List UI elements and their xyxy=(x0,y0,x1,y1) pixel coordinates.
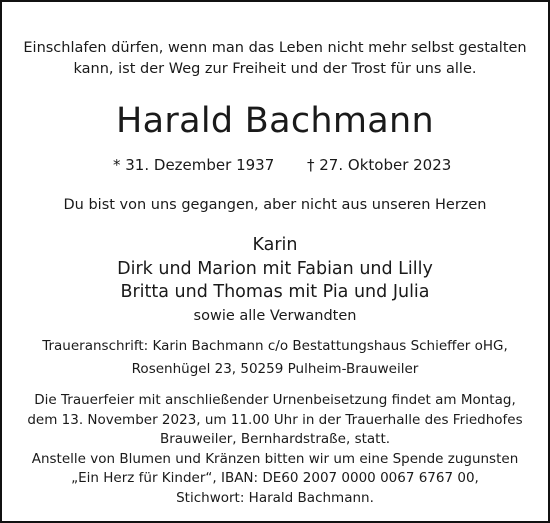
mourner-line: Dirk und Marion mit Fabian und Lilly xyxy=(117,258,433,279)
deceased-name: Harald Bachmann xyxy=(116,101,434,141)
address-line: Rosenhügel 23, 50259 Pulheim-Brauweiler xyxy=(131,361,419,377)
mourner-line: Karin xyxy=(252,235,298,255)
birth-date: * 31. Dezember 1937 xyxy=(113,156,275,174)
motto-line: kann, ist der Weg zur Freiheit und der Trost für uns alle. xyxy=(73,61,477,77)
farewell-text: Du bist von uns gegangen, aber nicht aus unseren Herzen xyxy=(63,197,487,213)
mourning-address xyxy=(2,335,548,381)
motto-quote xyxy=(2,38,548,80)
death-date: † 27. Oktober 2023 xyxy=(307,156,452,174)
service-line: dem 13. November 2023, um 11.00 Uhr in der Trauerhalle des Friedhofes xyxy=(27,411,523,428)
mourner-line: Britta und Thomas mit Pia und Julia xyxy=(120,282,430,302)
donation-line: Anstelle von Blumen und Kränzen bitten wir um eine Spende zugunsten xyxy=(31,450,519,467)
address-line: Traueranschrift: Karin Bachmann c/o Bestattungshaus Schieffer oHG, xyxy=(42,338,508,354)
service-line: Brauweiler, Bernhardstraße, statt. xyxy=(159,431,391,448)
service-line: Die Trauerfeier mit anschließender Urnenbeisetzung findet am Montag, xyxy=(34,392,516,408)
donation-line: Stichwort: Harald Bachmann. xyxy=(176,489,374,506)
motto-line: Einschlafen dürfen, wenn man das Leben nicht mehr selbst gestalten xyxy=(23,40,527,56)
funeral-service-info xyxy=(2,391,548,509)
mourners-list xyxy=(2,234,548,328)
donation-line: „Ein Herz für Kinder“, IBAN: DE60 2007 0000 0067 6767 00, xyxy=(71,470,479,487)
other-relatives: sowie alle Verwandten xyxy=(193,307,357,324)
life-dates xyxy=(2,154,548,178)
